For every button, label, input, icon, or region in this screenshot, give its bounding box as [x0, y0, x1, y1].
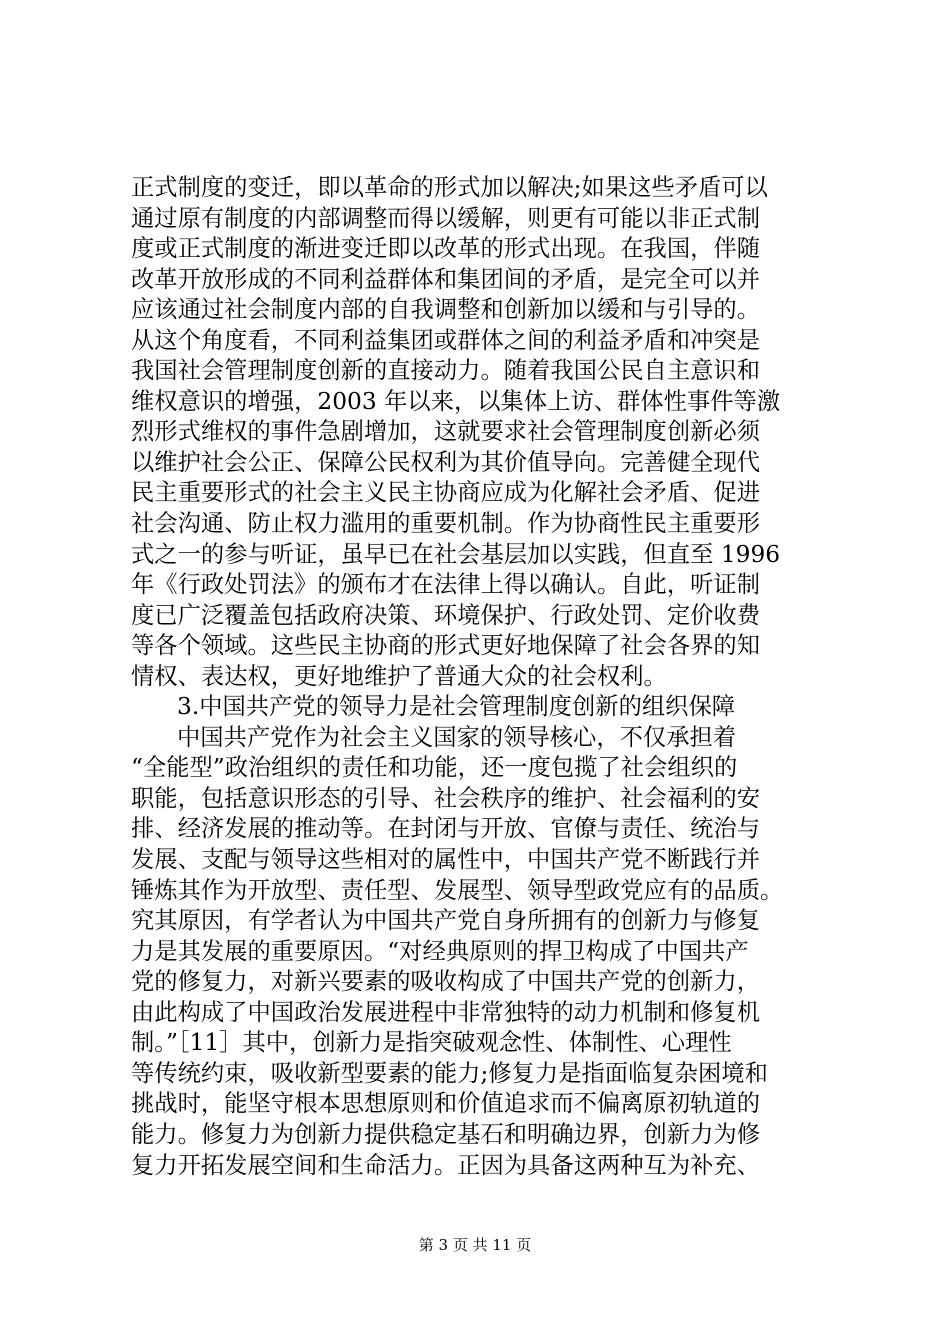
text-line: 正式制度的变迁，即以革命的形式加以解决;如果这些矛盾可以	[131, 174, 768, 201]
text-line: 年《行政处罚法》的颁布才在法律上得以确认。自此，听证制	[131, 571, 761, 599]
page-footer	[0, 1235, 950, 1255]
text-line: 度或正式制度的渐进变迁即以改革的形式出现。在我国，伴随	[131, 235, 761, 263]
text-line: 民主重要形式的社会主义民主协商应成为化解社会矛盾、促进	[131, 479, 761, 507]
text-line: 等各个领域。这些民主协商的形式更好地保障了社会各界的知	[131, 632, 761, 660]
text-line: 挑战时，能坚守根本思想原则和价值追求而不偏离原初轨道的	[131, 1090, 761, 1118]
text-line: 应该通过社会制度内部的自我调整和创新加以缓和与引导的。	[131, 296, 761, 324]
text-line: 等传统约束，吸收新型要素的能力;修复力是指面临复杂困境和	[131, 1059, 768, 1087]
section-heading: 3.中国共产党的领导力是社会管理制度创新的组织保障	[177, 693, 736, 721]
text-line: 究其原因，有学者认为中国共产党自身所拥有的创新力与修复	[131, 907, 761, 935]
text-line: 发展、支配与领导这些相对的属性中，中国共产党不断践行并	[131, 846, 761, 874]
text-line: 能力。修复力为创新力提供稳定基石和明确边界，创新力为修	[131, 1120, 761, 1148]
paragraph-first-line: 中国共产党作为社会主义国家的领导核心，不仅承担着	[177, 723, 737, 751]
text-line: 制。”［11］其中，创新力是指突破观念性、体制性、心理性	[131, 1029, 732, 1057]
text-line: 改革开放形成的不同利益群体和集团间的矛盾，是完全可以并	[131, 265, 761, 293]
text-line: 职能，包括意识形态的引导、社会秩序的维护、社会福利的安	[131, 784, 761, 812]
text-line: 烈形式维权的事件急剧增加，这就要求社会管理制度创新必须	[131, 418, 761, 446]
text-line: 通过原有制度的内部调整而得以缓解，则更有可能以非正式制	[131, 204, 761, 232]
text-line: 我国社会管理制度创新的直接动力。随着我国公民自主意识和	[131, 357, 761, 385]
text-line: 社会沟通、防止权力滥用的重要机制。作为协商性民主重要形	[131, 510, 761, 538]
text-line: 力是其发展的重要原因。“对经典原则的捍卫构成了中国共产	[131, 937, 749, 965]
text-line: 由此构成了中国政治发展进程中非常独特的动力机制和修复机	[131, 998, 761, 1026]
text-line: “全能型”政治组织的责任和功能，还一度包揽了社会组织的	[131, 754, 738, 782]
text-line: 复力开拓发展空间和生命活力。正因为具备这两种互为补充、	[131, 1151, 761, 1179]
text-line: 情权、表达权，更好地维护了普通大众的社会权利。	[131, 662, 667, 690]
text-line: 以维护社会公正、保障公民权利为其价值导向。完善健全现代	[131, 448, 761, 476]
text-line: 从这个角度看，不同利益集团或群体之间的利益矛盾和冲突是	[131, 326, 761, 354]
text-line: 度已广泛覆盖包括政府决策、环境保护、行政处罚、定价收费	[131, 601, 761, 629]
text-line: 式之一的参与听证，虽早已在社会基层加以实践，但直至 1996	[131, 540, 781, 568]
text-line: 党的修复力，对新兴要素的吸收构成了中国共产党的创新力，	[131, 968, 761, 996]
page-number-label: 第 3 页 共 11 页	[418, 1236, 532, 1254]
text-line: 排、经济发展的推动等。在封闭与开放、官僚与责任、统治与	[131, 815, 761, 843]
text-line: 维权意识的增强，2003 年以来，以集体上访、群体性事件等激	[131, 387, 781, 415]
body-text	[131, 173, 831, 1181]
text-line: 锤炼其作为开放型、责任型、发展型、领导型政党应有的品质。	[131, 876, 784, 904]
